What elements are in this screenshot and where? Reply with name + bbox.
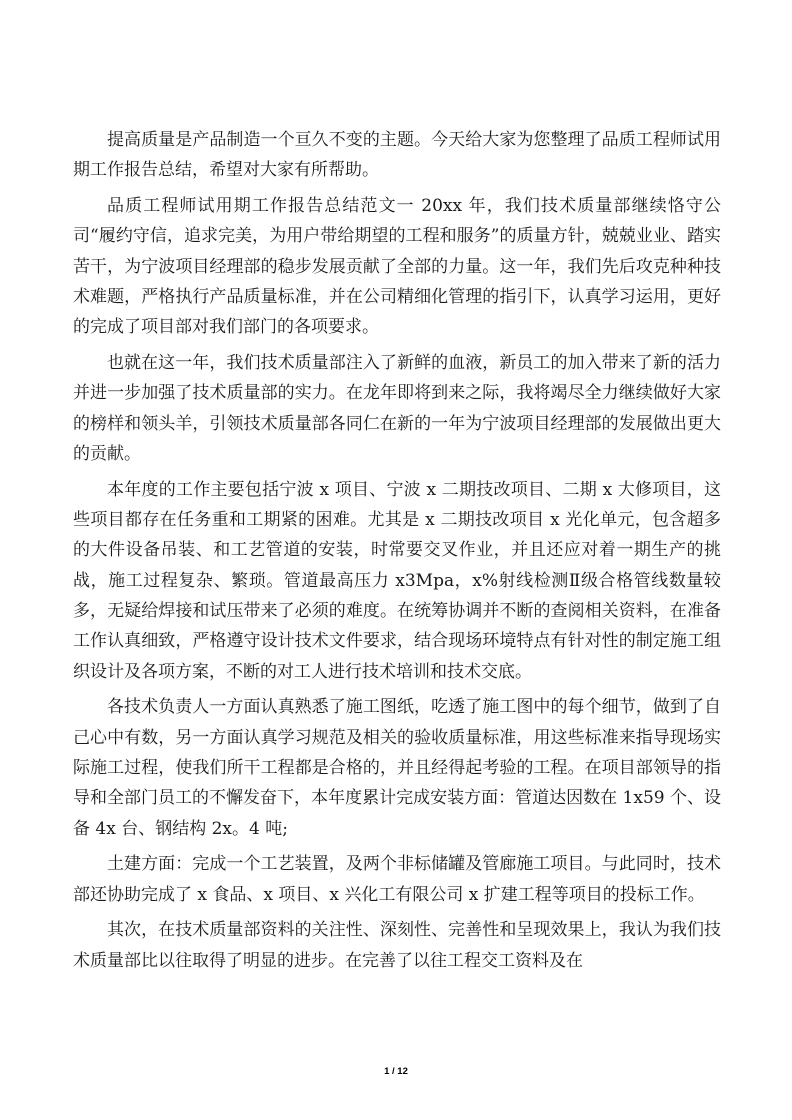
paragraph-intro: 提高质量是产品制造一个亘久不变的主题。今天给大家为您整理了品质工程师试用期工作报告总结，希望对大家有所帮助。	[73, 130, 721, 181]
paragraph-civil-works: 土建方面：完成一个工艺装置，及两个非标储罐及管廊施工项目。与此同时，技术部还协助完成了 x 食品、x 项目、x 兴化工有限公司 x 扩建工程等项目的投标工作。	[73, 854, 721, 905]
page-number: 1 / 12	[384, 1066, 408, 1077]
paragraph-annual-work: 本年度的工作主要包括宁波 x 项目、宁波 x 二期技改项目、二期 x 大修项目，这些项目都存在任务重和工期紧的困难。尤其是 x 二期技改项目 x 光化单元，包含超多的大件设备吊装、和工艺管道的安装，时常要交叉作业，并且还应对着一期生产的挑战，施工过程复杂、繁琐。管道最高压力 x3Mpa，x%射线检测Ⅱ级合格管线数量较多，无疑给焊接和试压带来了必须的难度。在统筹协调并不断的查阅相关资料，在准备工作认真细致，严格遵守设计技术文件要求，结合现场环境特点有针对性的制定施工组织设计及各项方案，不断的对工人进行技术培训和技术交底。	[73, 479, 721, 682]
paragraph-summary-sample: 品质工程师试用期工作报告总结范文一 20xx 年，我们技术质量部继续恪守公司“履约守信，追求完美，为用户带给期望的工程和服务”的质量方针，兢兢业业、踏实苦干，为宁波项目经理部的稳步发展贡献了全部的力量。这一年，我们先后攻克种种技术难题，严格执行产品质量标准，并在公司精细化管理的指引下，认真学习运用，更好的完成了项目部对我们部门的各项要求。	[73, 196, 721, 338]
paragraph-new-staff: 也就在这一年，我们技术质量部注入了新鲜的血液，新员工的加入带来了新的活力并进一步加强了技术质量部的实力。在龙年即将到来之际，我将竭尽全力继续做好大家的榜样和领头羊，引领技术质量部各同仁在新的一年为宁波项目经理部的发展做出更大的贡献。	[73, 353, 721, 464]
paragraph-documentation: 其次，在技术质量部资料的关注性、深刻性、完善性和呈现效果上，我认为我们技术质量部比以往取得了明显的进步。在完善了以往工程交工资料及在	[73, 920, 721, 971]
paragraph-technical-leads: 各技术负责人一方面认真熟悉了施工图纸，吃透了施工图中的每个细节，做到了自己心中有数，另一方面认真学习规范及相关的验收质量标准，用这些标准来指导现场实际施工过程，使我们所干工程都是合格的，并且经得起考验的工程。在项目部领导的指导和全部门员工的不懈发奋下，本年度累计完成安装方面：管道达因数在 1x59 个、设备 4x 台、钢结构 2x。4 吨;	[73, 697, 721, 839]
document-body	[73, 125, 721, 982]
